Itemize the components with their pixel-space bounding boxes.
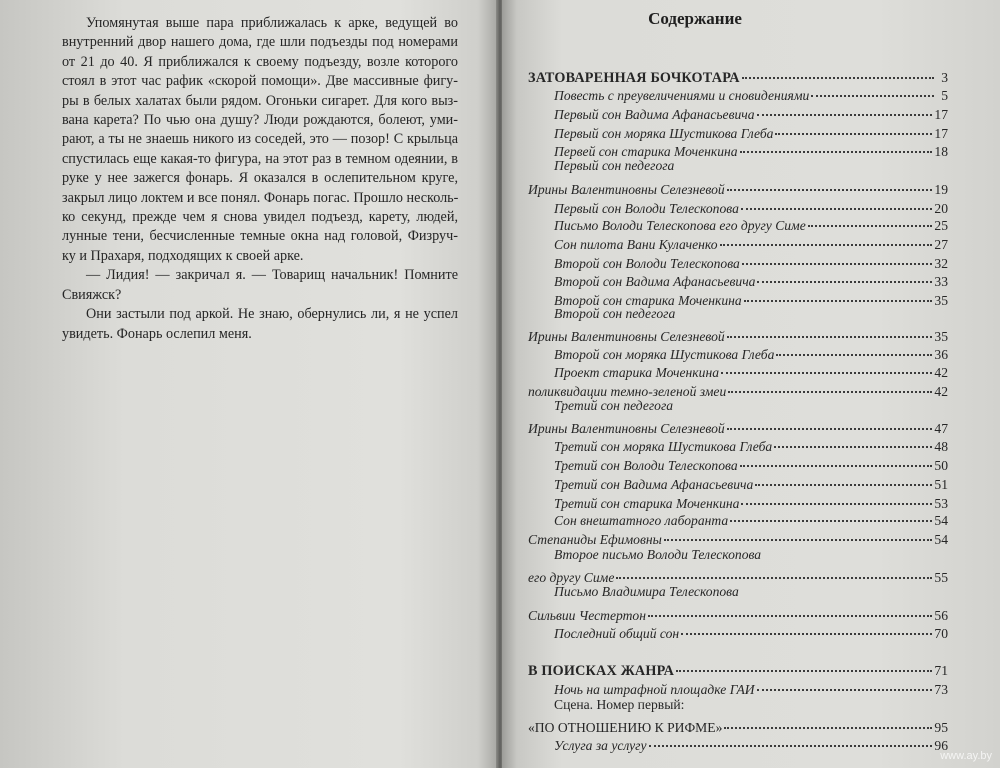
text-line: ку и Прахаря, подходящих к своей арке. <box>62 247 304 264</box>
toc-page-number: 35 <box>934 293 948 308</box>
text-line: лунные тени, бесчисленные темные окна над головой, Физруч- <box>62 228 458 245</box>
toc-entry <box>528 158 948 174</box>
leader-dots <box>808 211 933 227</box>
text-line: внутренний двор нашего дома, где шли подъезды под номерами <box>62 34 458 51</box>
leader-dots <box>720 230 933 246</box>
text-line: Упомянутая выше пара приближалась к арке, ведущей во <box>86 15 458 31</box>
toc-page-number: 53 <box>934 496 948 511</box>
left-page <box>0 0 498 768</box>
toc-entry-title: Письмо Володи Телескопова его другу Симе <box>554 218 806 233</box>
toc-entry-title: Сцена. Номер первый: <box>554 697 685 712</box>
leader-dots <box>649 731 933 747</box>
leader-dots <box>776 340 932 356</box>
toc-page-number: 36 <box>934 347 948 362</box>
toc-entry-title: Ночь на штрафной площадке ГАИ <box>554 682 755 697</box>
toc-page-number: 55 <box>934 570 948 585</box>
toc-page-number: 35 <box>934 329 948 344</box>
text-line: Они застыли под аркой. Не знаю, обернулись ли, я не успел <box>86 306 458 323</box>
toc-page-number: 33 <box>934 274 948 289</box>
leader-dots <box>742 63 934 79</box>
toc-page-number: 20 <box>934 201 948 216</box>
toc-entry-title: Второе письмо Володи Телескопова <box>554 547 762 562</box>
toc-entry <box>528 734 948 754</box>
leader-dots <box>740 451 933 467</box>
toc-page-number: 17 <box>934 126 948 141</box>
toc-entry-title: Третий сон Володи Телескопова <box>554 458 738 473</box>
toc-page-number: 5 <box>941 88 948 103</box>
toc-entry-title: Третий сон педегога <box>554 398 674 413</box>
toc-page-number: 42 <box>934 384 948 399</box>
toc-page-number: 48 <box>934 439 948 454</box>
toc-entry-title: Повесть с преувеличениями и сновидениями <box>554 88 810 103</box>
leader-dots <box>681 619 932 635</box>
leader-dots <box>811 81 934 97</box>
toc-entry-title: Сон пилота Вани Кулаченко <box>554 237 718 252</box>
toc-page-number: 50 <box>934 458 948 473</box>
toc-page-number: 17 <box>934 107 948 122</box>
toc-entry <box>528 622 948 642</box>
toc-entry-title: Проект старика Моченкина <box>554 365 719 380</box>
toc-page-number: 56 <box>934 608 948 623</box>
text-line: руке у нее зажегся фонарь. Я оказался в ослепительном круге, <box>62 170 458 187</box>
leader-dots <box>727 322 933 338</box>
watermark: www.ay.by <box>940 750 992 762</box>
toc-entry-title: Ирины Валентиновны Селезневой <box>528 421 725 436</box>
leader-dots <box>742 249 933 265</box>
toc-entry-title: Второй сон старика Моченкина <box>554 293 742 308</box>
toc-page-number: 54 <box>934 532 948 547</box>
toc-entry-title: поликвидации темно-зеленой змеи <box>528 384 727 399</box>
leader-dots <box>741 489 932 505</box>
toc-entry-title: Сон внештатного лаборанта <box>554 513 729 528</box>
toc-entry-title: Сильвии Честертон <box>528 608 646 623</box>
leader-dots <box>727 175 933 191</box>
toc-entry-title: Письмо Владимира Телескопова <box>554 584 739 599</box>
toc-entry-title: Третий сон старика Моченкина <box>554 496 740 511</box>
toc-entry-title: В ПОИСКАХ ЖАНРА <box>528 663 675 679</box>
toc-title: Содержание <box>648 9 742 28</box>
leader-dots <box>724 713 932 729</box>
leader-dots <box>721 358 932 374</box>
toc-entry-title: Первый сон Володи Телескопова <box>554 201 739 216</box>
toc-entry <box>528 678 948 698</box>
toc-page-number: 25 <box>934 218 948 233</box>
toc-page-number: 42 <box>934 365 948 380</box>
toc-entry-title: Первей сон старика Моченкина <box>554 144 738 159</box>
toc-entry-title: «ПО ОТНОШЕНИЮ К РИФМЕ» <box>528 720 723 735</box>
toc-entry-title: его другу Симе <box>528 570 615 585</box>
toc-entry <box>528 697 948 713</box>
leader-dots <box>740 137 933 153</box>
leader-dots <box>728 377 932 393</box>
leader-dots <box>774 432 932 448</box>
text-line: увидеть. Фонарь ослепил меня. <box>62 325 252 342</box>
toc-entry <box>528 306 948 322</box>
text-line: закрыл лицо локтем и все понял. Фонарь погас. Прошло несколь- <box>62 189 459 206</box>
toc-entry-title: Ирины Валентиновны Селезневой <box>528 182 725 197</box>
toc-page-number: 3 <box>941 70 948 85</box>
toc-entry <box>528 380 948 400</box>
leader-dots <box>664 525 933 541</box>
toc-entry-title: Первый сон моряка Шустикова Глеба <box>554 126 774 141</box>
toc-page-number: 54 <box>934 513 948 528</box>
toc-entry-title: Первый сон педегога <box>554 158 675 173</box>
toc-entry <box>528 140 948 160</box>
toc-entry-title: Второй сон моряка Шустикова Глеба <box>554 347 775 362</box>
text-line: вана карета? По чью она душу? Люди рождаются, болеют, уми- <box>62 112 458 129</box>
toc-entry-title: Второй сон Вадима Афанасьевича <box>554 274 756 289</box>
leader-dots <box>744 286 933 302</box>
toc-page-number: 27 <box>934 237 948 252</box>
leader-dots <box>676 656 932 672</box>
leader-dots <box>648 601 932 617</box>
toc-page-number: 47 <box>934 421 948 436</box>
toc-page-number: 51 <box>934 477 948 492</box>
leader-dots <box>727 414 933 430</box>
text-line: Свияжск? <box>62 286 122 303</box>
toc-entry-title: ЗАТОВАРЕННАЯ БОЧКОТАРА <box>528 70 740 86</box>
toc-entry-title: Степаниды Ефимовны <box>528 532 662 547</box>
toc-entry <box>528 547 948 563</box>
toc-page-number: 18 <box>934 144 948 159</box>
leader-dots <box>757 267 932 283</box>
toc-entry <box>528 398 948 414</box>
toc-entry <box>528 528 948 548</box>
toc-entry-title: Второй сон педегога <box>554 306 676 321</box>
left-page-text <box>62 14 458 344</box>
text-line: спустилась еще какая-то фигура, на этот раз в темном одеянии, в <box>62 150 458 167</box>
text-line: ры в белых халатах были рядом. Огоньки сигарет. Для кого выз- <box>62 92 458 109</box>
toc-page-number: 96 <box>934 738 948 753</box>
toc-page-number: 32 <box>934 256 948 271</box>
toc-entry-title: Ирины Валентиновны Селезневой <box>528 329 725 344</box>
toc-entry-title: Последний общий сон <box>554 626 680 641</box>
toc-entry-title: Первый сон Вадима Афанасьевича <box>554 107 755 122</box>
leader-dots <box>741 194 933 210</box>
toc-page-number: 95 <box>934 720 948 735</box>
leader-dots <box>755 470 932 486</box>
leader-dots <box>616 563 932 579</box>
toc-entry-title: Второй сон Володи Телескопова <box>554 256 740 271</box>
toc-page-number: 19 <box>934 182 948 197</box>
leader-dots <box>757 675 933 691</box>
leader-dots <box>730 506 932 522</box>
text-line: рают, а ты не знаешь никого из соседей, это — позор! С крыльца <box>62 131 458 148</box>
text-line: ко секунд, прежде чем я снова увидел подъезд, карету, людей, <box>62 209 458 226</box>
leader-dots <box>757 100 933 116</box>
text-line: — Лидия! — закричал я. — Товарищ начальник! Помните <box>86 267 458 284</box>
toc-page-number: 71 <box>934 663 948 678</box>
text-line: от 21 до 40. Я приближался к своему подъезду, возле которого <box>62 53 458 70</box>
toc-entry-title: Третий сон моряка Шустикова Глеба <box>554 439 773 454</box>
toc-page-number: 73 <box>934 682 948 697</box>
toc-entry <box>528 584 948 600</box>
text-line: стоял в этот час рафик «скорой помощи». Две массивные фигу- <box>62 73 458 90</box>
toc-entry <box>528 566 948 586</box>
leader-dots <box>775 119 932 135</box>
toc-entry-title: Третий сон Вадима Афанасьевича <box>554 477 754 492</box>
toc-entry-title: Услуга за услугу <box>554 738 647 753</box>
toc-page-number: 70 <box>934 626 948 641</box>
